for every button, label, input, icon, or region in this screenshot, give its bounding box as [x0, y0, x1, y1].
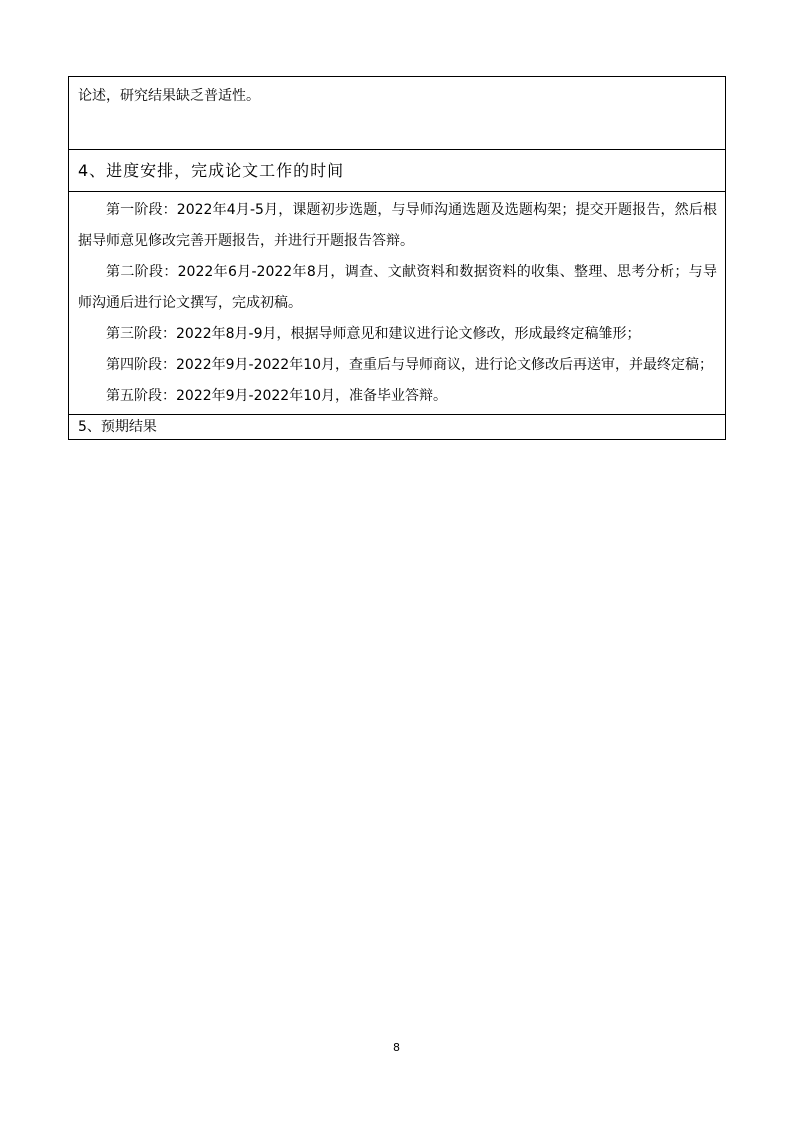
section-4-heading: 4、进度安排，完成论文工作的时间: [78, 161, 345, 180]
schedule-body-cell: [69, 192, 725, 415]
section-4-heading-cell: [69, 150, 725, 192]
schedule-phase-4: 第四阶段：2022年9月-2022年10月，查重后与导师商议，进行论文修改后再送审，并最终定稿；: [106, 357, 714, 373]
continuation-text: 论述，研究结果缺乏普适性。: [78, 88, 260, 104]
section-5-heading-cell: [69, 415, 725, 439]
schedule-phase-5: 第五阶段：2022年9月-2022年10月，准备毕业答辩。: [106, 388, 448, 404]
schedule-phase-2: 第二阶段：2022年6月-2022年8月，调查、文献资料和数据资料的收集、整理、思考分析；与导师沟通后进行论文撰写，完成初稿。: [78, 264, 717, 311]
continuation-cell: [69, 77, 725, 150]
section-5-heading: 5、预期结果: [78, 419, 157, 435]
schedule-phase-1: 第一阶段：2022年4月-5月，课题初步选题，与导师沟通选题及选题构架；提交开题报告，然后根据导师意见修改完善开题报告，并进行开题报告答辩。: [78, 202, 717, 249]
page-number: 8: [393, 1041, 400, 1054]
proposal-table: [68, 76, 726, 440]
schedule-phase-3: 第三阶段：2022年8月-9月，根据导师意见和建议进行论文修改，形成最终定稿雏形；: [106, 326, 641, 342]
